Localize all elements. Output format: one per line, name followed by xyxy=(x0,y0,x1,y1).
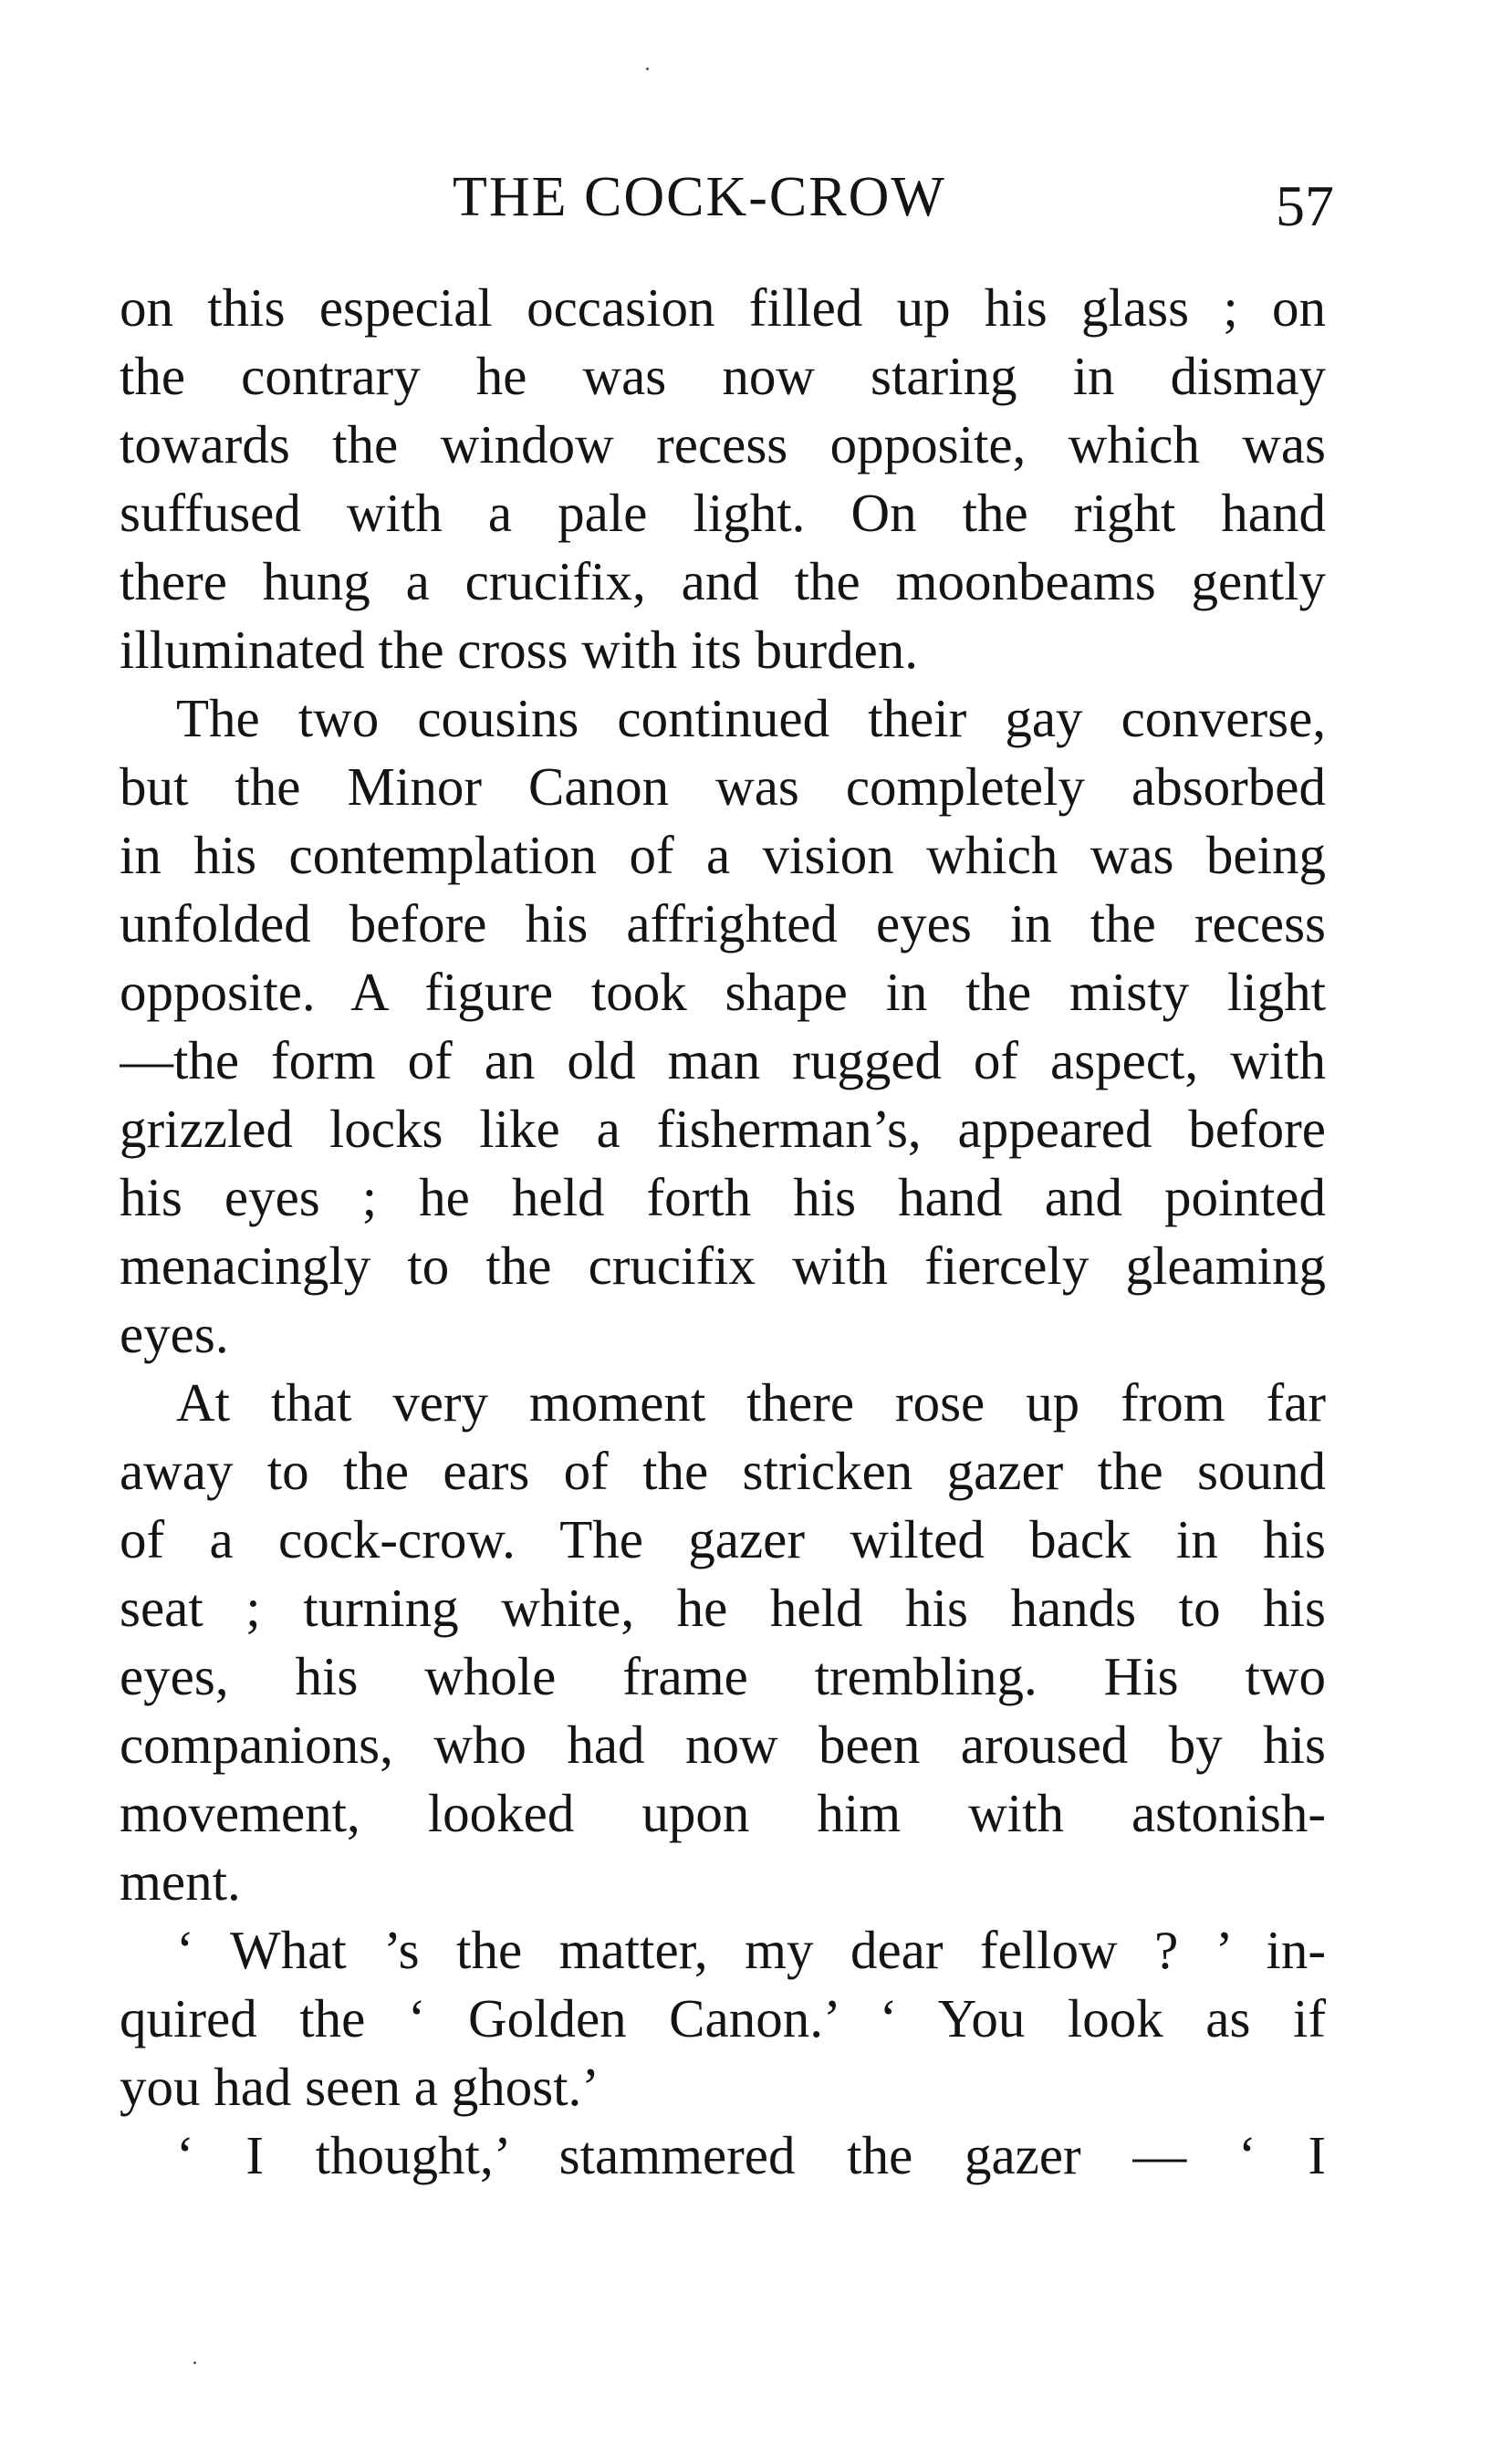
text-line: the contrary he was now staring in dismay xyxy=(120,346,1326,406)
text-line: there hung a crucifix, and the moonbeams gently xyxy=(120,551,1326,611)
text-line: towards the window recess opposite, which was xyxy=(120,414,1326,474)
text-line: ‘ I thought,’ stammered the gazer — ‘ I xyxy=(176,2125,1326,2185)
text-line: —the form of an old man rugged of aspect, with xyxy=(120,1030,1326,1090)
text-line: seat ; turning white, he held his hands to his xyxy=(120,1578,1326,1638)
print-speck xyxy=(646,68,649,70)
text-line: illuminated the cross with its burden. xyxy=(120,620,919,680)
text-line: At that very moment there rose up from far xyxy=(176,1372,1326,1433)
text-line: eyes. xyxy=(120,1304,229,1364)
text-line: in his contemplation of a vision which was being xyxy=(120,825,1326,885)
body-text xyxy=(120,274,1326,2190)
text-line: menacingly to the crucifix with fiercely gleaming xyxy=(120,1235,1326,1296)
text-line: companions, who had now been aroused by his xyxy=(120,1715,1326,1775)
text-line: away to the ears of the stricken gazer the sound xyxy=(120,1441,1326,1501)
text-line: eyes, his whole frame trembling. His two xyxy=(120,1646,1326,1706)
text-line: ‘ What ’s the matter, my dear fellow ? ’ in- xyxy=(176,1920,1326,1980)
text-line: movement, looked upon him with astonish- xyxy=(120,1783,1326,1843)
page-number: 57 xyxy=(1276,173,1334,238)
text-line: grizzled locks like a fisherman’s, appeared before xyxy=(120,1099,1326,1159)
text-line: of a cock-crow. The gazer wilted back in his xyxy=(120,1509,1326,1569)
running-title: THE COCK-CROW xyxy=(453,166,946,228)
text-line: opposite. A figure took shape in the misty light xyxy=(120,962,1326,1022)
text-line: suffused with a pale light. On the right hand xyxy=(120,483,1326,543)
text-line: The two cousins continued their gay converse, xyxy=(176,688,1326,748)
text-line: ment. xyxy=(120,1851,241,1912)
print-speck xyxy=(193,2361,196,2364)
text-line: on this especial occasion filled up his glass ; on xyxy=(120,277,1326,338)
text-line: you had seen a ghost.’ xyxy=(120,2057,600,2117)
text-line: unfolded before his affrighted eyes in the recess xyxy=(120,893,1326,954)
text-line: but the Minor Canon was completely absorbed xyxy=(120,756,1326,817)
text-line: quired the ‘ Golden Canon.’ ‘ You look as if xyxy=(120,1988,1326,2048)
running-head xyxy=(0,161,1512,238)
text-line: his eyes ; he held forth his hand and pointed xyxy=(120,1167,1326,1227)
